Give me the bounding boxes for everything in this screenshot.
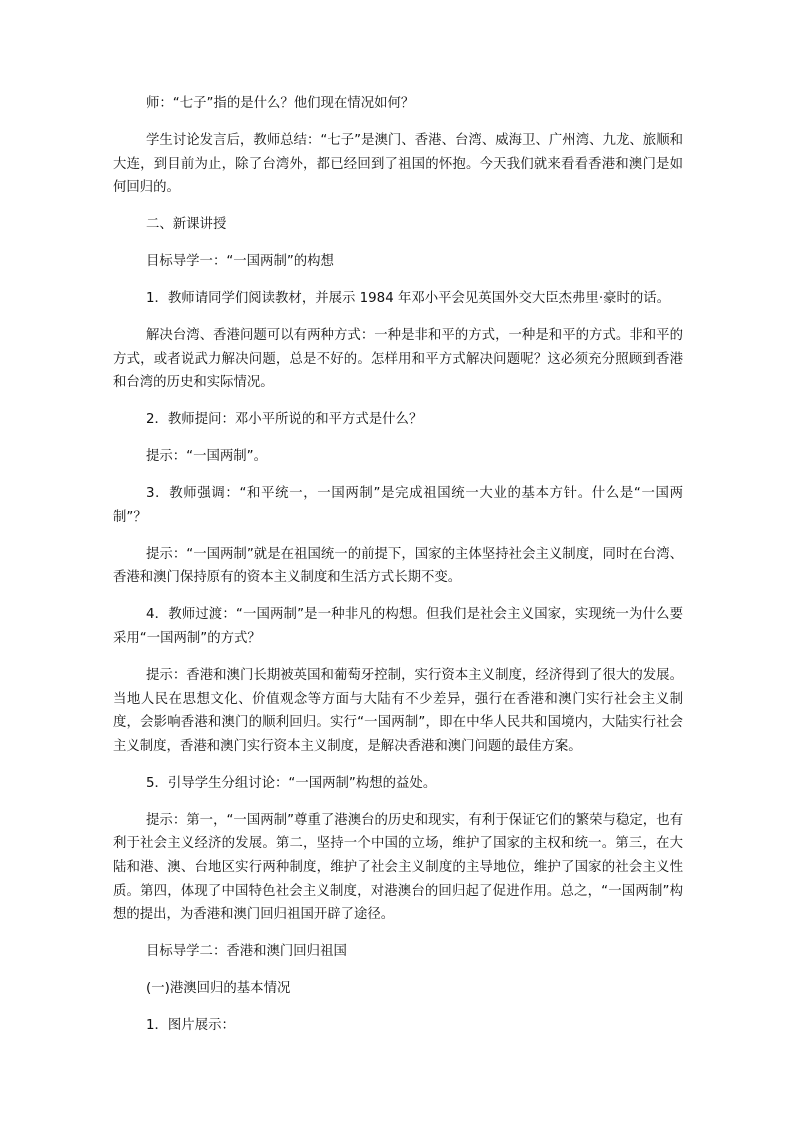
- hint-paragraph-3: 提示：香港和澳门长期被英国和葡萄牙控制，实行资本主义制度，经济得到了很大的发展。当地人民在思想文化、价值观念等方面与大陆有不少差异，强行在香港和澳门实行社会主义制度，会影响香港和澳门的顺利回归。实行“一国两制”，即在中华人民共和国境内，大陆实行社会主义制度，香港和澳门实行资本主义制度，是解决香港和澳门问题的最佳方案。: [113, 667, 683, 754]
- section-heading: 二、新课讲授: [146, 217, 227, 233]
- step-3-paragraph: 3．教师强调：“和平统一，一国两制”是完成祖国统一大业的基本方针。什么是“一国两制”？: [113, 486, 683, 525]
- goal-heading-two: 目标导学二：香港和澳门回归祖国: [146, 944, 347, 960]
- step-2-paragraph: 2．教师提问：邓小平所说的和平方式是什么？: [146, 412, 423, 428]
- teacher-question-paragraph: 师：“七子”指的是什么？他们现在情况如何？: [146, 96, 415, 111]
- step-4-paragraph: 4．教师过渡：“一国两制”是一种非凡的构想。但我们是社会主义国家，实现统一为什么要采用“一国两制”的方式？: [113, 607, 683, 646]
- subsection-heading: (一)港澳回归的基本情况: [146, 981, 291, 997]
- document-page: [113, 92, 683, 1051]
- hint-paragraph-4: 提示：第一，“一国两制”尊重了港澳台的历史和现实，有利于保证它们的繁荣与稳定，也有利于社会主义经济的发展。第二，坚持一个中国的立场，维护了国家的主权和统一。第三，在大陆和港、澳、台地区实行两种制度，维护了社会主义制度的主导地位，维护了国家的社会主义性质。第四，体现了中国特色社会主义制度，对港澳台的回归起了促进作用。总之，“一国两制”构想的提出，为香港和澳门回归祖国开辟了途径。: [113, 812, 683, 923]
- goal-heading-one: 目标导学一：“一国两制”的构想: [146, 254, 334, 270]
- teacher-summary-paragraph: 学生讨论发言后，教师总结：“七子”是澳门、香港、台湾、威海卫、广州湾、九龙、旅顺和大连，到目前为止，除了台湾外，都已经回到了祖国的怀抱。今天我们就来看看香港和澳门是如何回归的。: [113, 132, 683, 196]
- step-5-paragraph: 5．引导学生分组讨论：“一国两制”构想的益处。: [146, 775, 437, 791]
- quote-paragraph: 解决台湾、香港问题可以有两种方式：一种是非和平的方式，一种是和平的方式。非和平的方式，或者说武力解决问题，总是不好的。怎样用和平方式解决问题呢？这必须充分照顾到香港和台湾的历史和实际情况。: [113, 328, 683, 391]
- hint-paragraph-2: 提示：“一国两制”就是在祖国统一的前提下，国家的主体坚持社会主义制度，同时在台湾、香港和澳门保持原有的资本主义制度和生活方式长期不变。: [113, 546, 683, 586]
- image-display-paragraph: 1．图片展示：: [146, 1018, 235, 1034]
- hint-paragraph-1: 提示：“一国两制”。: [146, 449, 267, 465]
- step-1-paragraph: 1．教师请同学们阅读教材，并展示 1984 年邓小平会见英国外交大臣杰弗里·豪时的话。: [146, 291, 671, 307]
